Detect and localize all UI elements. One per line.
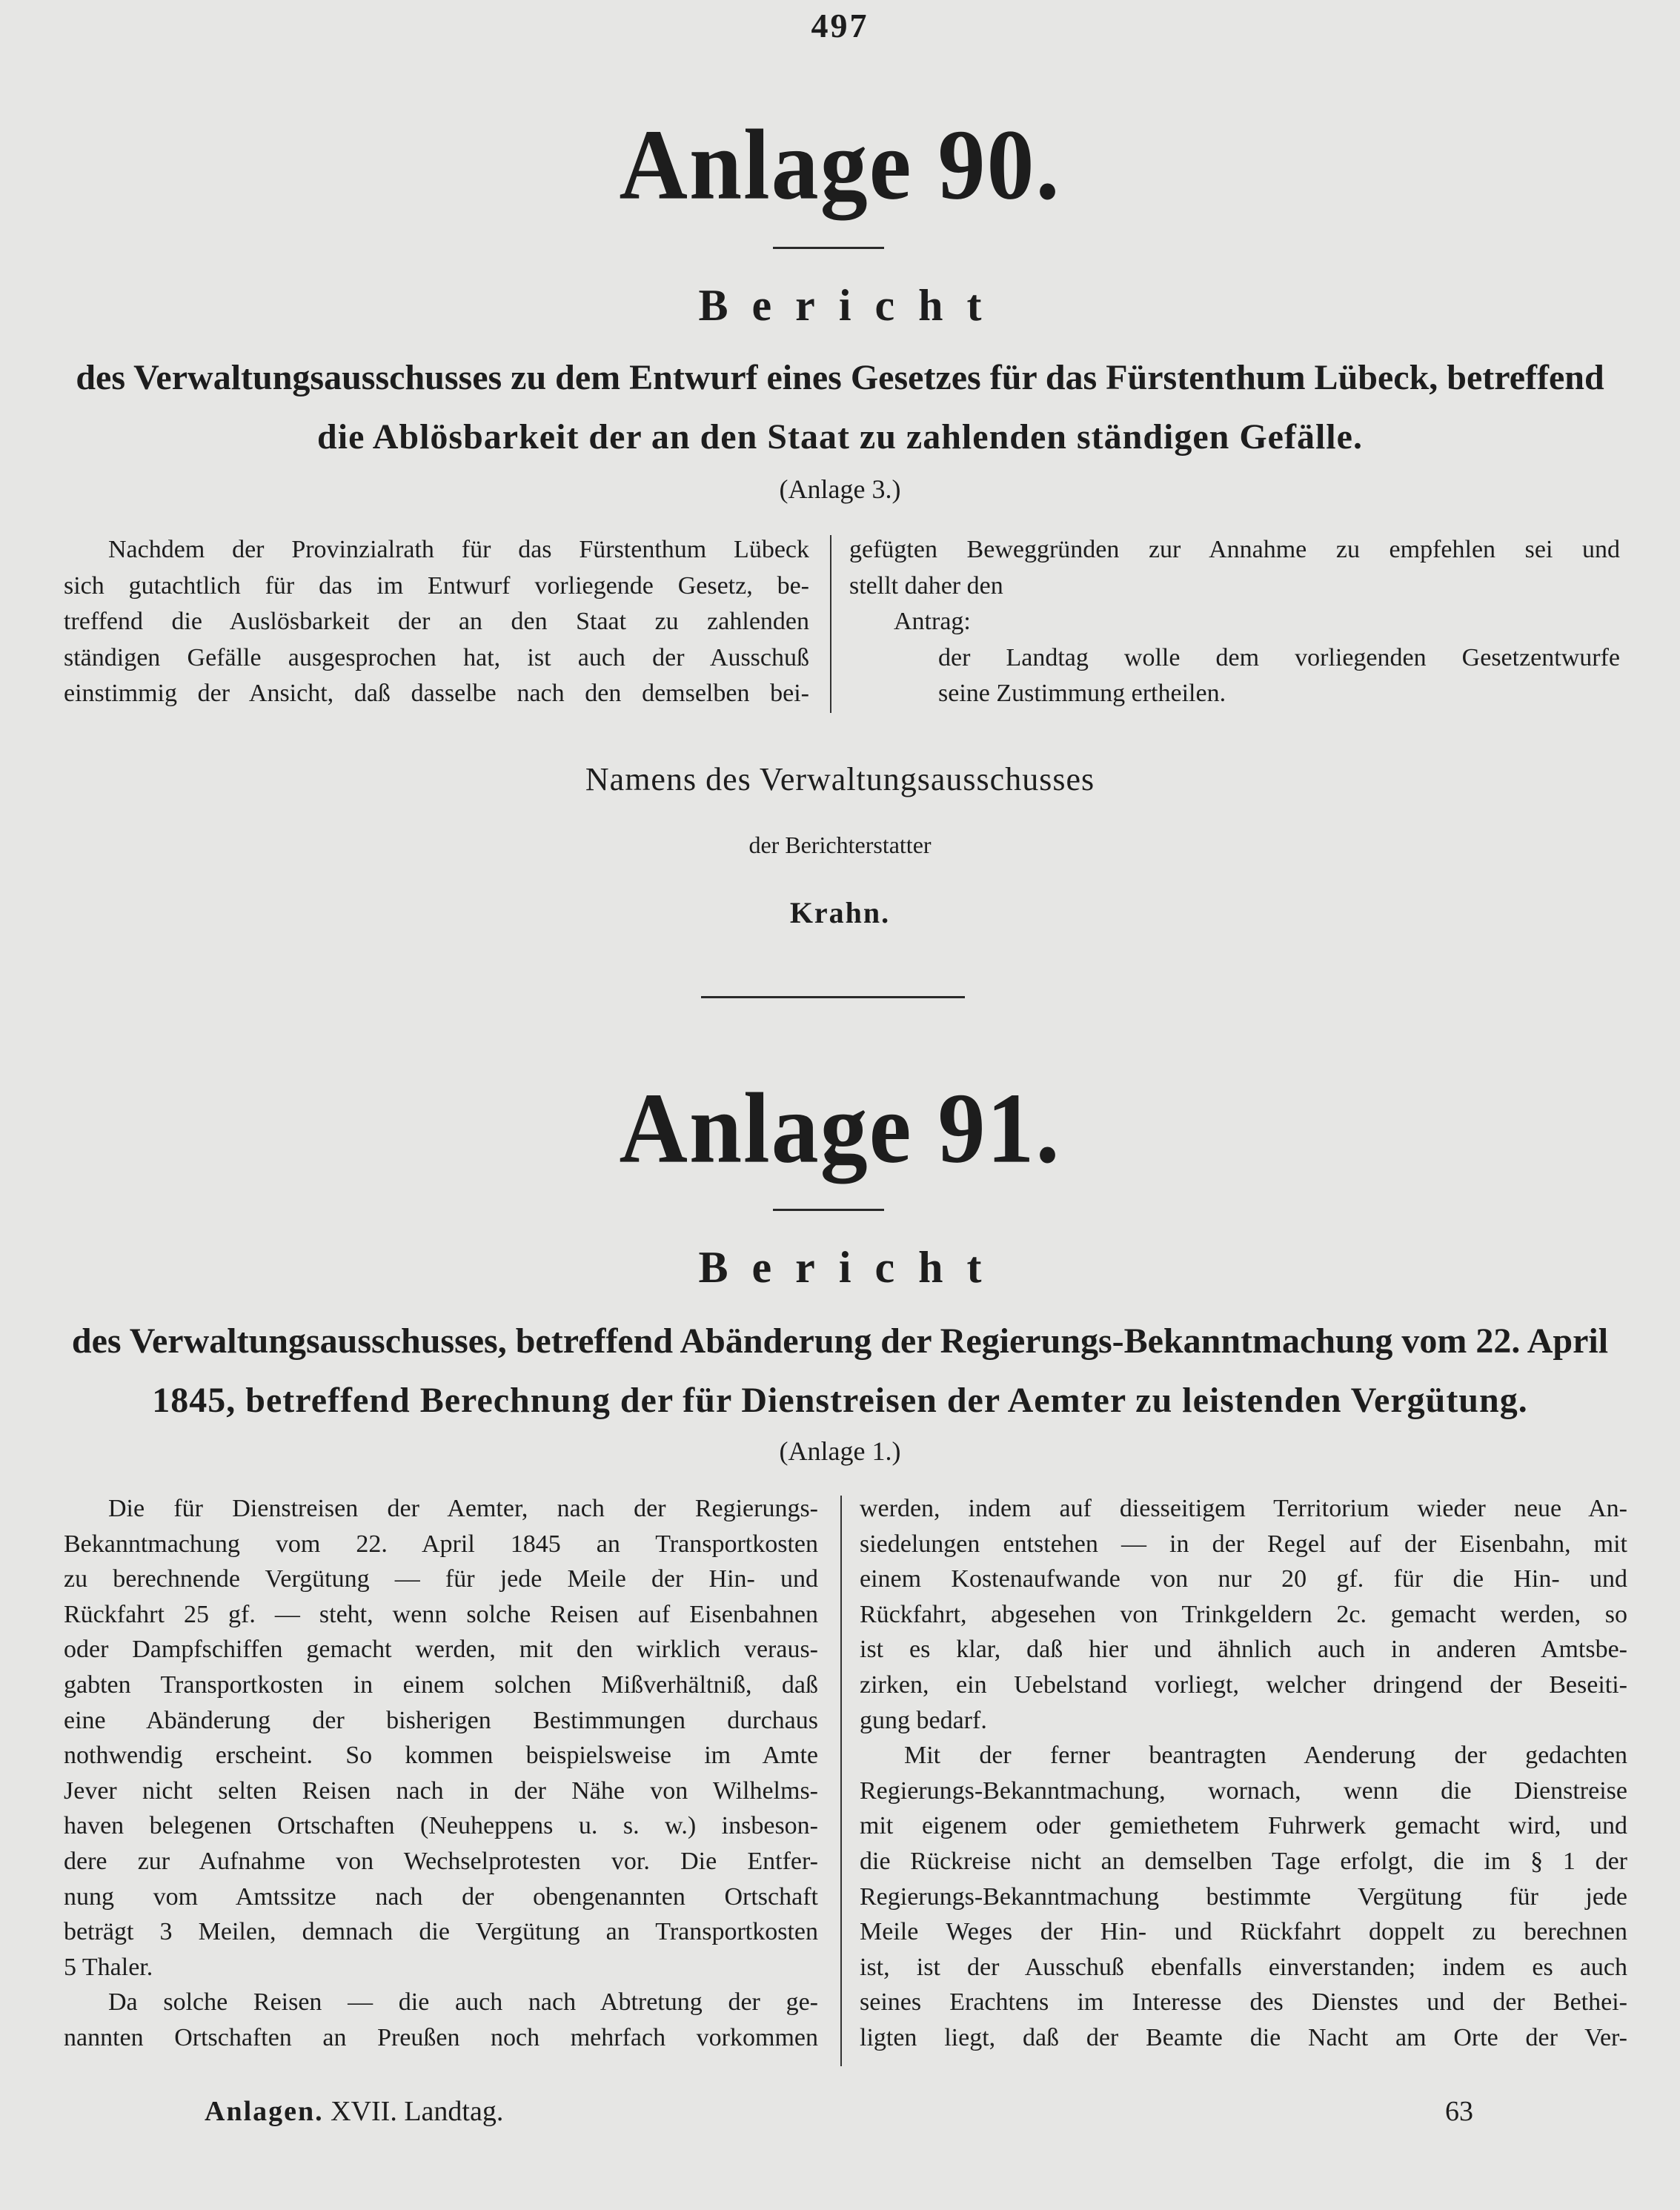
text-line: einem Kostenaufwande von nur 20 gf. für die Hin- und: [860, 1565, 1627, 1593]
text-line: beträgt 3 Meilen, demnach die Vergütung an Transportkosten: [64, 1918, 818, 1946]
text-line: eine Abänderung der bisherigen Bestimmungen durchaus: [64, 1706, 818, 1734]
text-line: Nachdem der Provinzialrath für das Fürstenthum Lübeck: [108, 536, 809, 563]
footer-imprint: [205, 2097, 503, 2126]
text-line: nung vom Amtssitze nach der obengenannten Ortschaft: [64, 1882, 818, 1911]
text-line: dere zur Aufnahme von Wechselprotesten vor. Die Entfer-: [64, 1847, 818, 1875]
annex-91-title-line-2: 1845, betreffend Berechnung der für Dienstreisen der Aemter zu leistenden Vergütung.: [152, 1381, 1528, 1420]
text-line: Meile Weges der Hin- und Rückfahrt doppelt zu berechnen: [860, 1918, 1627, 1946]
text-line: mit eigenem oder gemiethetem Fuhrwerk gemacht wird, und: [860, 1812, 1627, 1840]
text-line: sich gutachtlich für das im Entwurf vorliegende Gesetz, be-: [64, 571, 809, 600]
annex-91-title-line-1: des Verwaltungsausschusses, betreffend Abänderung der Regierungs-Bekanntmachung vom 22. April: [71, 1321, 1609, 1361]
annex-separator-rule: [701, 996, 965, 998]
footer-session: XVII. Landtag.: [331, 2096, 504, 2127]
annex-90-title-line-1: des Verwaltungsausschusses zu dem Entwurf eines Gesetzes für das Fürstenthum Lübeck, betreffend: [76, 358, 1604, 397]
text-line: zirken, ein Uebelstand vorliegt, welcher dringend der Beseiti-: [860, 1670, 1627, 1699]
text-line: Antrag:: [894, 608, 971, 635]
text-line: Rückfahrt 25 gf. — steht, wenn solche Reisen auf Eisenbahnen: [64, 1600, 818, 1628]
text-line: stellt daher den: [849, 571, 1003, 600]
annex-91-heading: Bericht: [698, 1243, 1006, 1292]
text-line: Mit der ferner beantragten Aenderung der gedachten: [904, 1742, 1627, 1770]
text-line: zu berechnende Vergütung — für jede Meile der Hin- und: [64, 1565, 818, 1593]
page-number: 497: [811, 7, 869, 44]
text-line: nothwendig erscheint. So kommen beispielsweise im Amte: [64, 1742, 818, 1770]
annex-90-signature-line-1: Namens des Verwaltungsausschusses: [585, 761, 1095, 797]
text-line: gung bedarf.: [860, 1706, 987, 1734]
annex-90-heading: Bericht: [698, 281, 1006, 330]
text-line: Regierungs-Bekanntmachung bestimmte Vergütung für jede: [860, 1882, 1627, 1911]
annex-91-subref: (Anlage 1.): [779, 1436, 901, 1466]
text-line: Rückfahrt, abgesehen von Trinkgeldern 2c. gemacht werden, so: [860, 1600, 1627, 1628]
text-line: Bekanntmachung vom 22. April 1845 an Transportkosten: [64, 1530, 818, 1558]
annex-91-title-rule: [773, 1209, 884, 1211]
annex-91-right-column: [860, 1491, 1627, 2056]
text-line: Jever nicht selten Reisen nach in der Nähe von Wilhelms-: [64, 1776, 818, 1805]
text-line: ist es klar, daß hier und ähnlich auch in anderen Amtsbe-: [860, 1636, 1627, 1664]
annex-90-column-rule: [830, 535, 831, 713]
text-line: seine Zustimmung ertheilen.: [938, 680, 1226, 707]
text-line: Die für Dienstreisen der Aemter, nach der Regierungs-: [108, 1495, 818, 1522]
text-line: gefügten Beweggründen zur Annahme zu empfehlen sei und: [849, 536, 1620, 563]
text-line: treffend die Auslösbarkeit der an den Staat zu zahlenden: [64, 608, 809, 635]
text-line: ist, ist der Ausschuß ebenfalls einverstanden; indem es auch: [860, 1953, 1627, 1981]
annex-91-column-rule: [840, 1496, 842, 2066]
text-line: ligten liegt, daß der Beamte die Nacht am Orte der Ver-: [860, 2023, 1627, 2051]
annex-91-title: Anlage 91.: [619, 1072, 1061, 1184]
text-line: siedelungen entstehen — in der Regel auf der Eisenbahn, mit: [860, 1530, 1627, 1558]
annex-90-signatory-name: Krahn.: [789, 896, 891, 929]
annex-90-subref: (Anlage 3.): [779, 474, 901, 504]
footer-sheet-number: 63: [1445, 2096, 1473, 2127]
annex-91-left-column: [64, 1491, 818, 2056]
annex-90-title-rule: [773, 247, 884, 249]
annex-90-signature-line-2: der Berichterstatter: [748, 832, 932, 858]
footer-label: Anlagen.: [205, 2096, 324, 2127]
text-line: nannten Ortschaften an Preußen noch mehrfach vorkommen: [64, 2023, 818, 2051]
text-line: oder Dampfschiffen gemacht werden, mit den wirklich veraus-: [64, 1636, 818, 1664]
text-line: seines Erachtens im Interesse des Dienstes und der Bethei-: [860, 1988, 1627, 2017]
text-line: Regierungs-Bekanntmachung, wornach, wenn die Dienstreise: [860, 1776, 1627, 1805]
text-line: haven belegenen Ortschaften (Neuheppens u. s. w.) insbeson-: [64, 1812, 818, 1840]
text-line: werden, indem auf diesseitigem Territorium wieder neue An-: [860, 1495, 1627, 1522]
annex-90-title: Anlage 90.: [619, 108, 1061, 221]
text-line: ständigen Gefälle ausgesprochen hat, ist auch der Ausschuß: [64, 643, 809, 671]
text-line: die Rückreise nicht an demselben Tage erfolgt, die im § 1 der: [860, 1847, 1627, 1875]
text-line: gabten Transportkosten in einem solchen Mißverhältniß, daß: [64, 1670, 818, 1699]
annex-90-right-column: [849, 532, 1620, 712]
text-line: 5 Thaler.: [64, 1953, 153, 1981]
text-line: der Landtag wolle dem vorliegenden Gesetzentwurfe: [938, 643, 1620, 671]
annex-90-left-column: [64, 532, 809, 712]
text-line: Da solche Reisen — die auch nach Abtretung der ge-: [108, 1988, 818, 2017]
annex-90-title-line-2: die Ablösbarkeit der an den Staat zu zahlenden ständigen Gefälle.: [317, 417, 1363, 457]
text-line: einstimmig der Ansicht, daß dasselbe nach den demselben bei-: [64, 680, 809, 707]
